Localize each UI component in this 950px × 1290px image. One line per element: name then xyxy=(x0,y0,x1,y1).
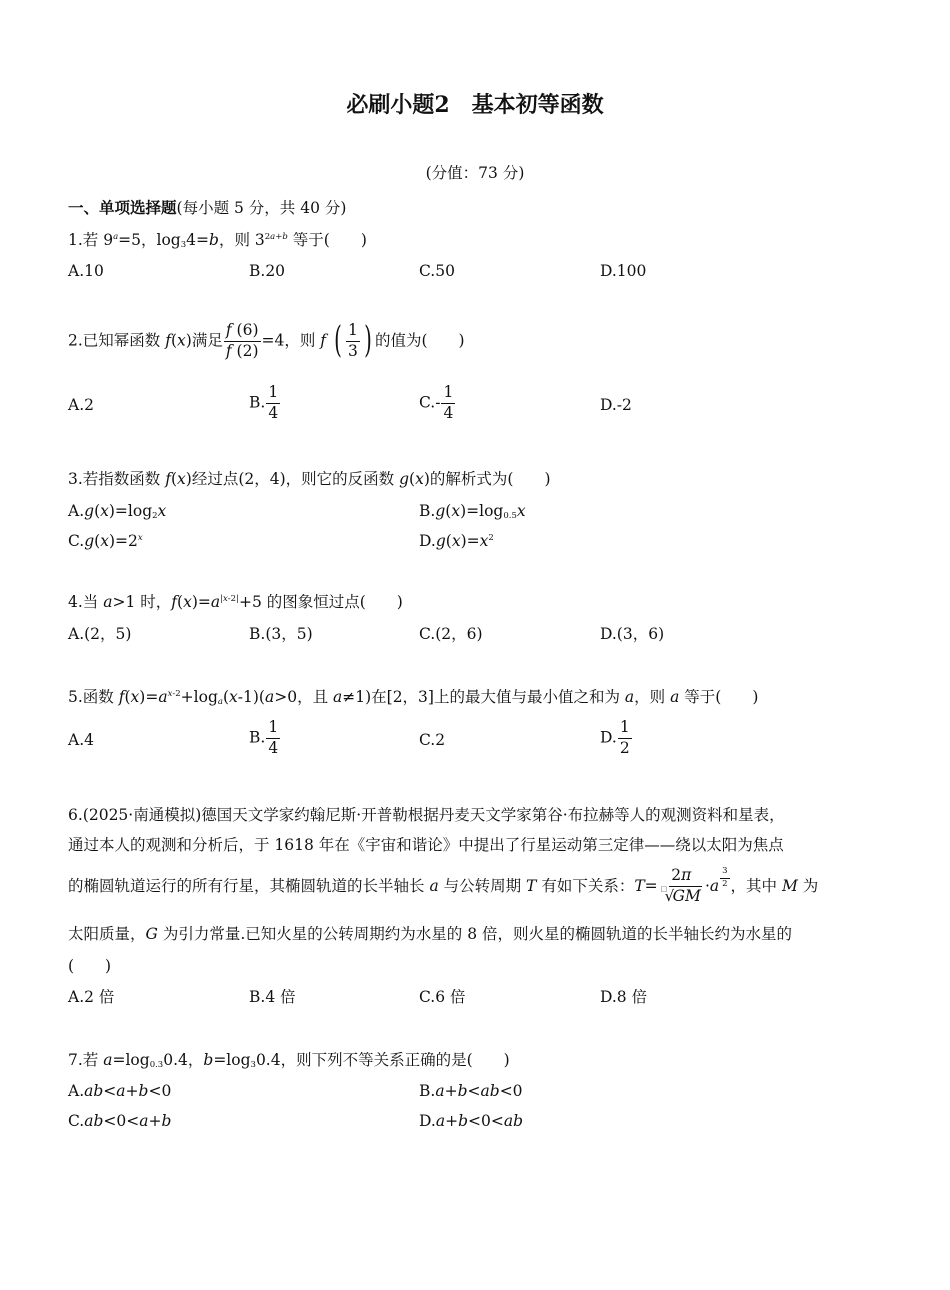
q6-option-d: D.8 倍 xyxy=(600,988,648,1006)
q5-option-b: B. $\frac{1}{4}$ xyxy=(249,718,279,757)
q4-option-b: B.(3，5) xyxy=(249,625,313,643)
q7-option-a: A.ab<a+b<0 xyxy=(68,1082,172,1100)
section-title: 一、单项选择题 xyxy=(68,198,177,217)
question-6-line-1: 6.(2025·南通模拟)德国天文学家约翰尼斯·开普勒根据丹麦天文学家第谷·布拉赫等人的观测资料和星表， xyxy=(68,806,785,824)
question-7-stem: 7.若 $a=\log_{0.3}0.4$，$b=\log_30.4$，则下列不等关系正确的是( ) xyxy=(68,1051,510,1070)
question-3-stem: 3.若指数函数 f(x)经过点(2，4)，则它的反函数 g(x)的解析式为( ) xyxy=(68,470,551,488)
q6-option-c: C.6 倍 xyxy=(419,988,466,1006)
q5-option-c: C.2 xyxy=(419,731,446,749)
page-title: 必刷小题2 基本初等函数 xyxy=(346,92,604,118)
kepler-formula: 2π □ √ GM xyxy=(660,866,701,906)
score-line: (分值：73 分) xyxy=(425,164,525,182)
q2-option-c: C.- $\frac{1}{4}$ xyxy=(419,383,454,422)
question-6-line-4: 太阳质量，G 为引力常量.已知火星的公转周期约为水星的 8 倍，则火星的椭圆轨道的长半轴长约为水星的 xyxy=(68,925,792,943)
q5-option-a: A.4 xyxy=(68,731,94,749)
question-6-line-3: 的椭圆轨道运行的所有行星，其椭圆轨道的长半轴长 a 与公转周期 T 有如下关系：T= 2π □ √ GM ·a $^{\frac{3}{2}}$ ，其中 M 为 xyxy=(68,866,819,906)
q7-option-d: D.a+b<0<ab xyxy=(419,1112,524,1130)
one-third-fraction: $\frac{1}{3}$ xyxy=(348,321,358,360)
section-note: (每小题 5 分，共 40 分) xyxy=(176,199,347,217)
q3-option-d: $D.g(x)=x^2$ xyxy=(419,532,494,550)
q2-option-b: B. $\frac{1}{4}$ xyxy=(249,383,279,422)
q1-option-a: A.10 xyxy=(68,262,104,280)
question-1-stem: 1.若 $9^a=5$，$\log_34=b$，则 $3^{2a+b}$ 等于( ) xyxy=(68,231,367,250)
ratio-fraction: $\frac{f (6)}{f (2)}$ xyxy=(225,321,259,360)
q2-option-d: D.-2 xyxy=(600,396,632,414)
q6-option-b: B.4 倍 xyxy=(249,988,296,1006)
q4-option-a: A.(2，5) xyxy=(68,625,132,643)
question-2-stem: 2.已知幂函数 f(x)满足 $\frac{f (6)}{f (2)}$ =4，则 f ( $\frac{1}{3}$ ) 的值为( ) xyxy=(68,319,465,361)
q3-option-c: $C.g(x)=2^x$ xyxy=(68,532,143,550)
q2-option-a: A.2 xyxy=(68,396,94,414)
q1-option-c: C.50 xyxy=(419,262,455,280)
question-6-blank: ( ) xyxy=(68,957,112,975)
q7-option-c: C.ab<0<a+b xyxy=(68,1112,172,1130)
q4-option-d: D.(3，6) xyxy=(600,625,665,643)
question-5-stem: 5.函数 $f(x)=a^{x-2}+\log_a(x-1)(a>0$，且 a≠1)在[2，3]上的最大值与最小值之和为 a，则 a 等于( ) xyxy=(68,688,759,707)
question-6-line-2: 通过本人的观测和分析后，于 1618 年在《宇宙和谐论》中提出了行星运动第三定律——绕以太阳为焦点 xyxy=(68,836,784,854)
section-heading xyxy=(68,200,346,217)
question-6-source: (2025·南通模拟) xyxy=(82,806,202,824)
question-4-stem: 4.当 a>1 时，$f(x)=a^{|x-2|}+5$ 的图象恒过点( ) xyxy=(68,593,403,611)
q3-option-a: $A.g(x)=\log_2x$ xyxy=(68,502,167,521)
q4-option-c: C.(2，6) xyxy=(419,625,483,643)
q5-option-d: D. $\frac{1}{2}$ xyxy=(600,718,630,757)
q7-option-b: B.a+b<ab<0 xyxy=(419,1082,523,1100)
q1-option-d: D.100 xyxy=(600,262,647,280)
q3-option-b: $B.g(x)=\log_{0.5}x$ xyxy=(419,502,526,521)
q6-option-a: A.2 倍 xyxy=(68,988,115,1006)
q1-option-b: B.20 xyxy=(249,262,286,280)
